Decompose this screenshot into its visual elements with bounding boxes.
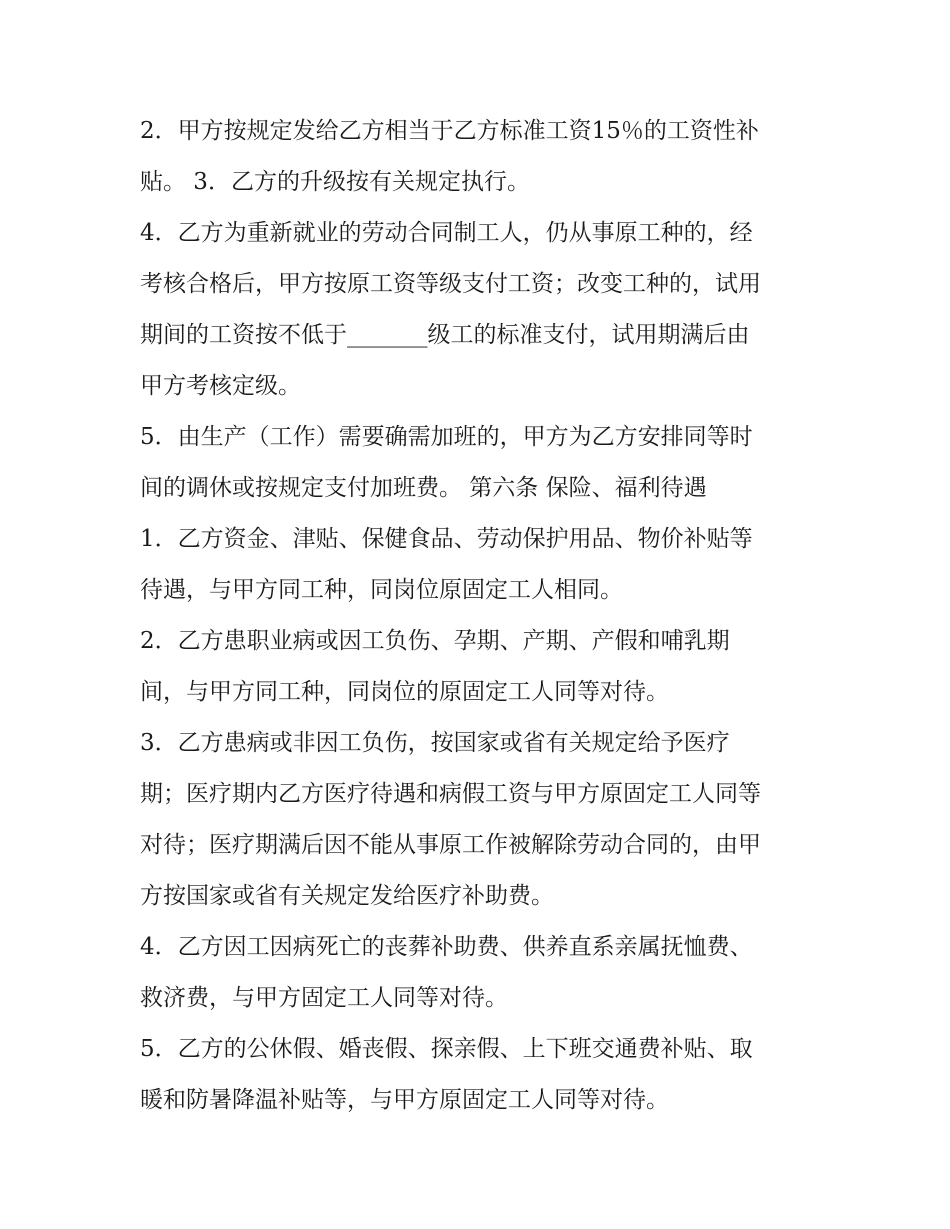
- text-line: 间，与甲方同工种，同岗位的原固定工人同等对待。: [140, 679, 669, 705]
- text-line: 期；医疗期内乙方医疗待遇和病假工资与甲方原固定工人同等: [140, 781, 761, 807]
- document-body: [140, 106, 820, 1126]
- text-line: 4．乙方为重新就业的劳动合同制工人，仍从事原工种的，经: [140, 220, 753, 246]
- text-line: 4．乙方因工因病死亡的丧葬补助费、供养直系亲属抚恤费、: [140, 934, 753, 960]
- text-line: 待遇，与甲方同工种，同岗位原固定工人相同。: [140, 577, 623, 603]
- text-line: 甲方考核定级。: [140, 373, 301, 399]
- text-line: 1．乙方资金、津贴、保健食品、劳动保护用品、物价补贴等: [140, 526, 753, 552]
- text-line: 贴。 3．乙方的升级按有关规定执行。: [140, 169, 530, 195]
- text-line: 期间的工资按不低于_______级工的标准支付，试用期满后由: [140, 322, 750, 348]
- text-line: 方按国家或省有关规定发给医疗补助费。: [140, 883, 554, 909]
- text-line: 2．甲方按规定发给乙方相当于乙方标准工资15％的工资性补: [140, 118, 759, 144]
- text-line: 5．由生产（工作）需要确需加班的，甲方为乙方安排同等时: [140, 424, 753, 450]
- text-line: 5．乙方的公休假、婚丧假、探亲假、上下班交通费补贴、取: [140, 1036, 753, 1062]
- text-line: 间的调休或按规定支付加班费。 第六条 保险、福利待遇: [140, 475, 707, 501]
- text-line: 3．乙方患病或非因工负伤，按国家或省有关规定给予医疗: [140, 730, 730, 756]
- text-line: 暖和防暑降温补贴等，与甲方原固定工人同等对待。: [140, 1087, 669, 1113]
- text-line: 救济费，与甲方固定工人同等对待。: [140, 985, 508, 1011]
- text-line: 考核合格后，甲方按原工资等级支付工资；改变工种的，试用: [140, 271, 761, 297]
- text-line: 对待；医疗期满后因不能从事原工作被解除劳动合同的，由甲: [140, 832, 761, 858]
- text-line: 2．乙方患职业病或因工负伤、孕期、产期、产假和哺乳期: [140, 628, 730, 654]
